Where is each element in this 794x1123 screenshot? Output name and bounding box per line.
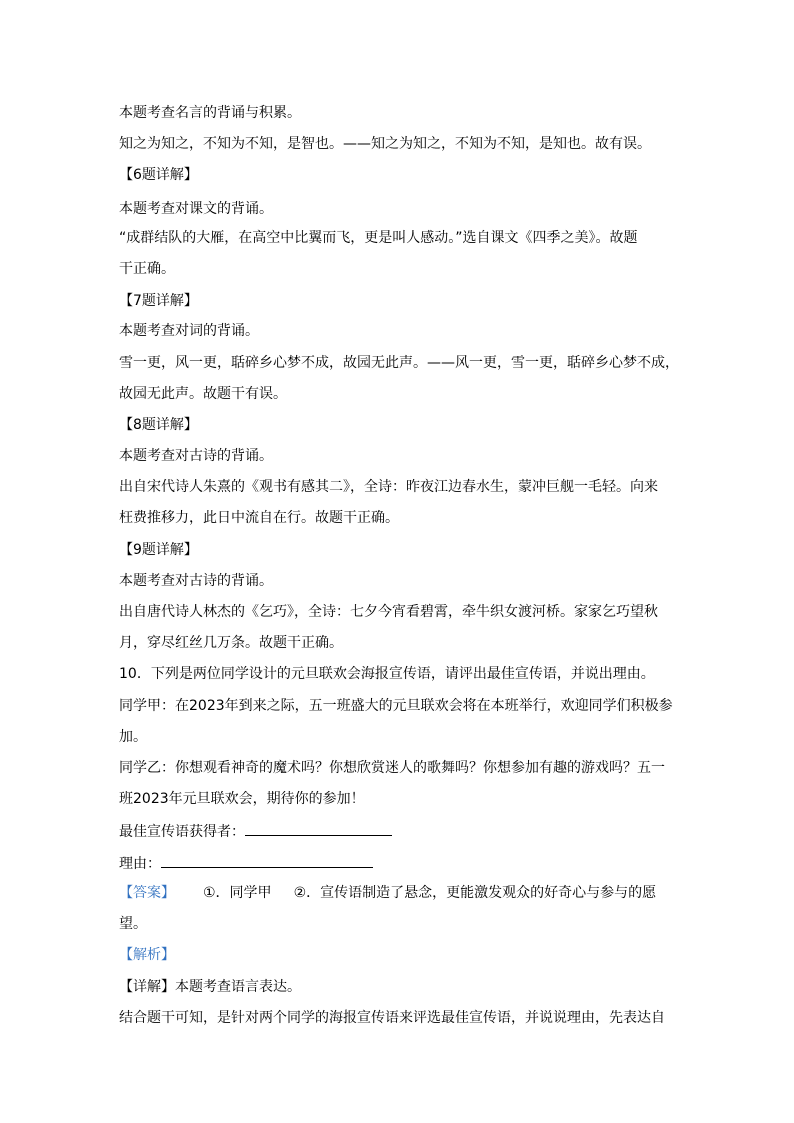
reason-label: 理由： xyxy=(119,856,161,872)
answer-blank-line xyxy=(119,853,679,873)
text-line: 出自唐代诗人林杰的《乞巧》，全诗：七夕今宵看碧霄，牵牛织女渡河桥。家家乞巧望秋 xyxy=(119,604,658,620)
section-heading: 【9题详解】 xyxy=(119,542,198,558)
text-line: 结合题干可知，是针对两个同学的海报宣传语来评选最佳宣传语，并说说理由，先表达自 xyxy=(119,1010,665,1026)
section-heading: 【8题详解】 xyxy=(119,417,198,433)
answer-part-1: ①．同学甲 xyxy=(203,885,272,901)
text-line: “成群结队的大雁，在高空中比翼而飞，更是叫人感动。”选自课文《四季之美》。故题 xyxy=(119,230,638,246)
section-heading: 【6题详解】 xyxy=(119,167,198,183)
text-line: 知之为知之，不知为不知，是智也。——知之为知之，不知为不知，是知也。故有误。 xyxy=(119,136,651,152)
answer-blank-line xyxy=(119,821,679,841)
text-line: 同学乙：你想观看神奇的魔术吗？你想欣赏迷人的歌舞吗？你想参加有趣的游戏吗？五一 xyxy=(119,760,665,776)
text-line: 本题考查对词的背诵。 xyxy=(119,323,259,339)
text-line: 本题考查对课文的背诵。 xyxy=(119,201,273,217)
answer-line xyxy=(119,884,679,902)
answer-tag: 【答案】 xyxy=(119,885,175,901)
analysis-tag: 【解析】 xyxy=(119,947,175,963)
text-line: 本题考查对古诗的背诵。 xyxy=(119,448,273,464)
text-line: 枉费推移力，此日中流自在行。故题干正确。 xyxy=(119,510,399,526)
text-line: 加。 xyxy=(119,729,147,745)
question-text: 10．下列是两位同学设计的元旦联欢会海报宣传语，请评出最佳宣传语，并说出理由。 xyxy=(119,666,655,682)
best-slogan-label: 最佳宣传语获得者： xyxy=(119,824,245,840)
text-line: 同学甲：在2023年到来之际，五一班盛大的元旦联欢会将在本班举行，欢迎同学们积极参 xyxy=(119,698,673,714)
text-line: 望。 xyxy=(119,916,147,932)
text-line: 月，穿尽红丝几万条。故题干正确。 xyxy=(119,635,343,651)
answer-part-2: ②．宣传语制造了悬念，更能激发观众的好奇心与参与的愿 xyxy=(293,885,657,901)
reason-blank xyxy=(161,853,373,868)
section-heading: 【7题详解】 xyxy=(119,293,198,309)
text-line: 雪一更，风一更，聒碎乡心梦不成，故园无此声。——风一更，雪一更，聒碎乡心梦不成， xyxy=(119,355,679,371)
text-line: 出自宋代诗人朱熹的《观书有感其二》，全诗：昨夜江边春水生，蒙冲巨舰一毛轻。向来 xyxy=(119,479,658,495)
text-line: 故园无此声。故题干有误。 xyxy=(119,386,287,402)
text-line: 本题考查名言的背诵与积累。 xyxy=(119,105,301,121)
text-line: 干正确。 xyxy=(119,261,175,277)
text-line: 本题考查对古诗的背诵。 xyxy=(119,573,273,589)
text-line: 【详解】本题考查语言表达。 xyxy=(119,979,301,995)
best-slogan-blank xyxy=(245,821,392,836)
text-line: 班2023年元旦联欢会，期待你的参加！ xyxy=(119,791,365,807)
